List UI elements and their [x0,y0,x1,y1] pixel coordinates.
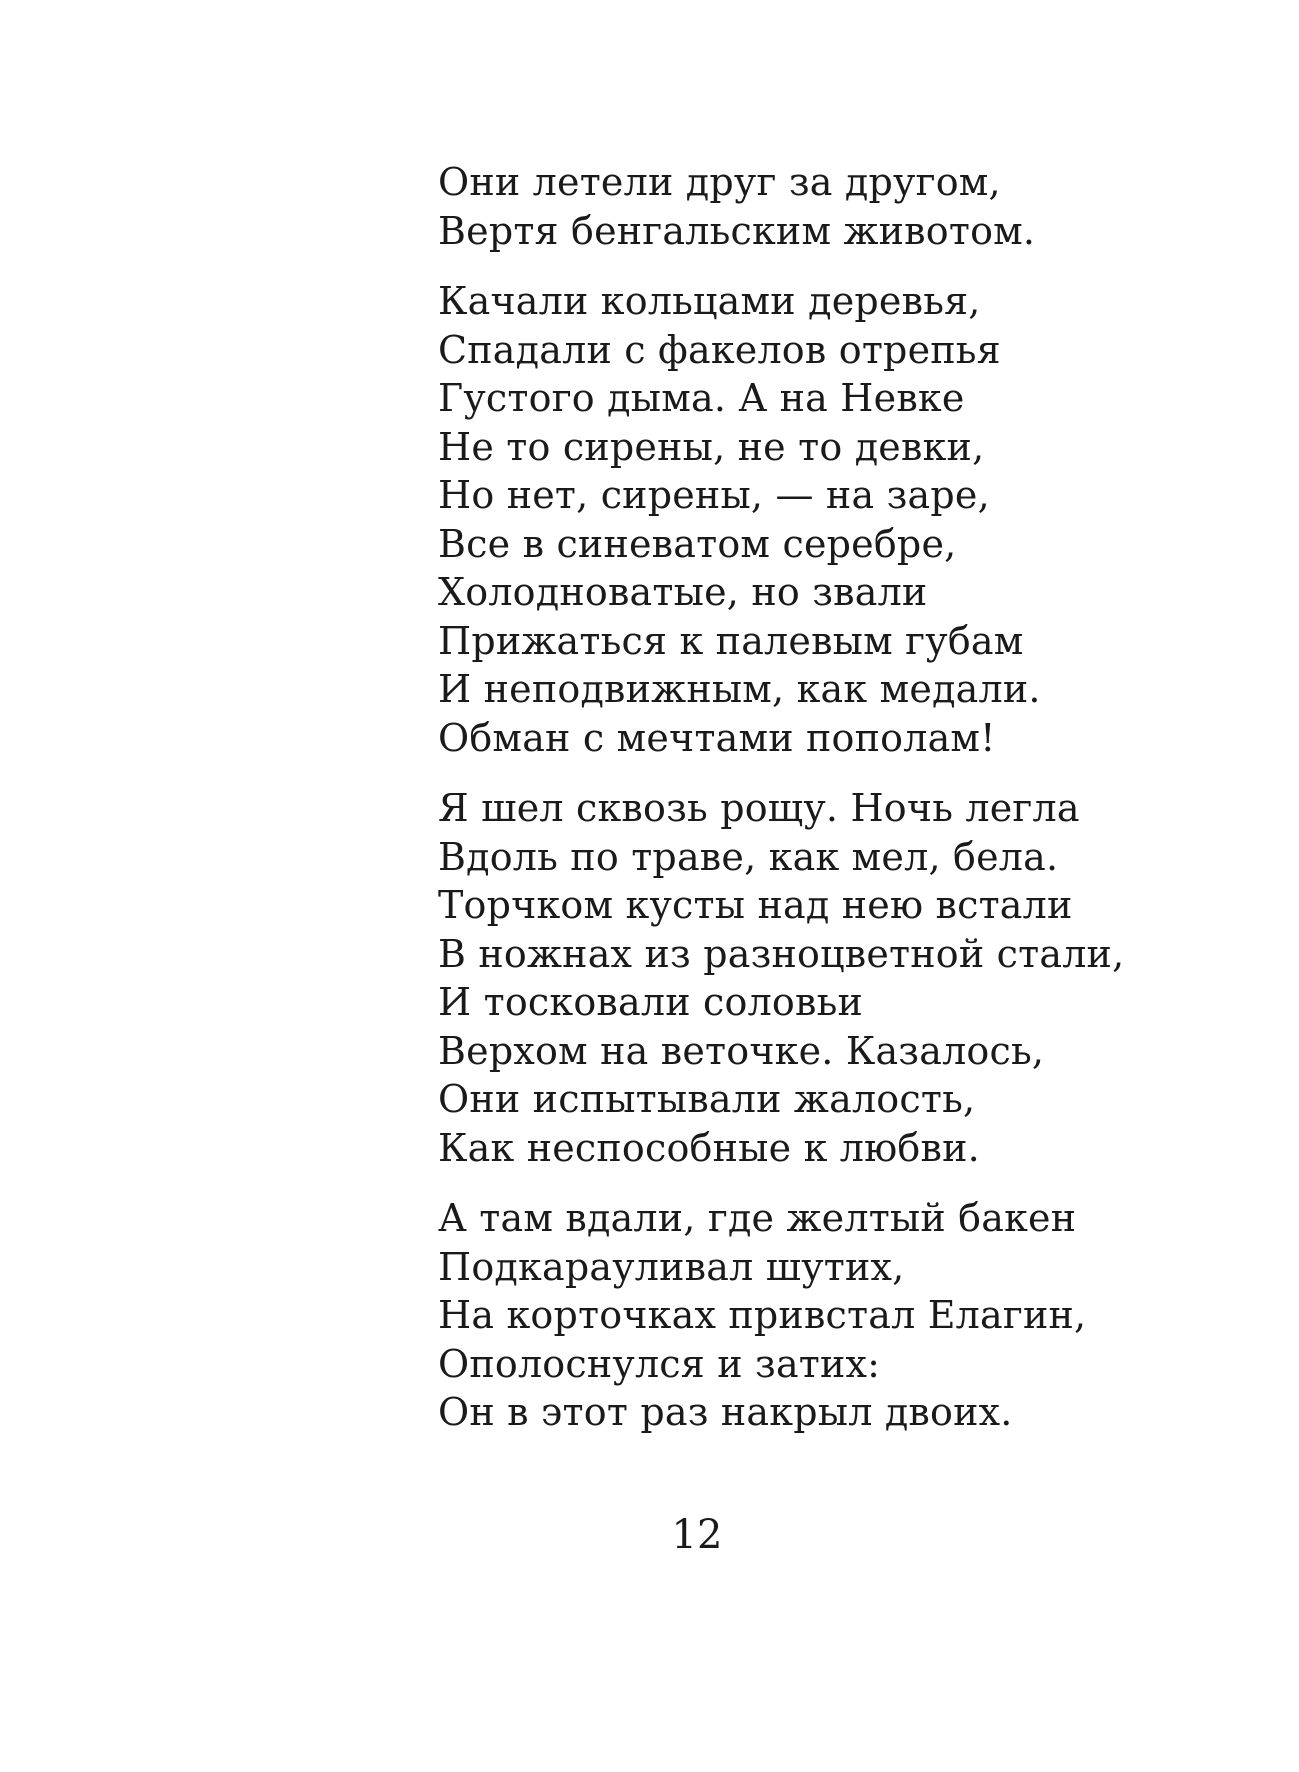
poem-line: И тосковали соловьи [438,980,864,1024]
poem-line: Все в синеватом серебре, [438,521,957,566]
poem-body [438,158,1258,1459]
poem-line: Подкарауливал шутих, [438,1244,905,1289]
poem-line: Как неспособные к любви. [438,1125,980,1170]
stanza-3 [438,784,1258,1172]
poem-line: Густого дыма. А на Невке [438,376,965,420]
stanza-1 [438,158,1258,255]
poem-line: Они летели друг за другом, [438,160,1001,204]
poem-line: Ополоснулся и затих: [438,1341,881,1386]
poem-line: Холодноватые, но звали [438,570,928,614]
poem-line: Качали кольцами деревья, [438,279,981,323]
poem-line: Я шел сквозь рощу. Ночь легла [438,786,1080,830]
poem-line: Вдоль по траве, как мел, бела. [438,834,1059,879]
poem-line: Торчком кусты над нею встали [438,883,1073,927]
poem-line: Он в этот раз накрыл двоих. [438,1390,1013,1434]
poem-line: Не то сирены, не то девки, [438,424,985,469]
poem-line: На корточках привстал Елагин, [438,1293,1087,1337]
poem-line: И неподвижным, как медали. [438,667,1041,711]
poem-line: Верхом на веточке. Казалось, [438,1028,1045,1073]
poem-line: Прижаться к палевым губам [438,618,1024,663]
poem-line: А там вдали, где желтый бакен [438,1196,1077,1240]
poem-line: Спадали с факелов отрепья [438,327,1001,372]
poem-line: Но нет, сирены, — на заре, [438,473,990,517]
stanza-4 [438,1194,1258,1437]
poem-line: Вертя бенгальским животом. [438,208,1036,253]
page-number: 12 [671,1512,723,1558]
poem-line: Обман с мечтами пополам! [438,715,996,760]
poem-line: В ножнах из разноцветной стали, [438,931,1125,976]
poem-line: Они испытывали жалость, [438,1077,976,1121]
stanza-2 [438,277,1258,762]
